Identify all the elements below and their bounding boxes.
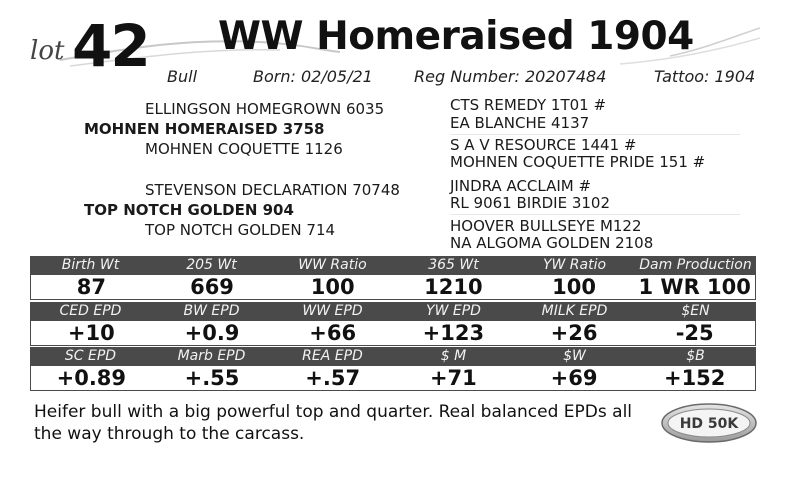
pedigree-sire-dam: MOHNEN COQUETTE 1126 xyxy=(145,140,343,158)
birth-date: Born: 02/05/21 xyxy=(253,67,373,86)
header-365-wt: 365 Wt xyxy=(428,257,479,273)
header-dam-production: Dam Production xyxy=(639,257,752,273)
header-bw-epd: BW EPD xyxy=(183,303,240,319)
header-yw-epd: YW EPD xyxy=(426,303,481,319)
pedigree-divider xyxy=(450,214,740,215)
value-en: -25 xyxy=(675,321,714,345)
pedigree-ds-sire: JINDRA ACCLAIM # xyxy=(450,177,592,195)
pedigree-dd-sire: HOOVER BULLSEYE M122 xyxy=(450,217,642,235)
performance-table xyxy=(30,256,756,300)
header-m: $ M xyxy=(440,348,467,364)
pedigree-dam-sire: STEVENSON DECLARATION 70748 xyxy=(145,181,400,199)
value-m: +71 xyxy=(429,366,477,390)
pedigree-dd-dam: NA ALGOMA GOLDEN 2108 xyxy=(450,234,654,252)
value-205-wt: 669 xyxy=(190,275,234,299)
value-w: +69 xyxy=(550,366,598,390)
value-365-wt: 1210 xyxy=(424,275,483,299)
value-dam-production: 1 WR 100 xyxy=(638,275,751,299)
sex-label: Bull xyxy=(167,67,198,86)
lot-description: Heifer bull with a big powerful top and quarter. Real balanced EPDs all the way through to the carcass. xyxy=(34,402,633,444)
header-en: $EN xyxy=(681,303,710,319)
header-sc-epd: SC EPD xyxy=(64,348,117,364)
pedigree-sire: MOHNEN HOMERAISED 3758 xyxy=(84,120,325,138)
pedigree-divider xyxy=(450,134,740,135)
header-ced-epd: CED EPD xyxy=(59,303,122,319)
header-ww-ratio: WW Ratio xyxy=(298,257,367,273)
epd2-header-row xyxy=(30,347,756,365)
value-rea-epd: +.57 xyxy=(305,366,361,390)
tattoo: Tattoo: 1904 xyxy=(654,67,756,86)
pedigree-dam: TOP NOTCH GOLDEN 904 xyxy=(84,201,294,219)
header-w: $W xyxy=(563,348,586,364)
header-yw-ratio: YW Ratio xyxy=(542,257,607,273)
epd-table-2 xyxy=(30,347,756,391)
pedigree-sd-sire: S A V RESOURCE 1441 # xyxy=(450,136,637,154)
value-b: +152 xyxy=(663,366,726,390)
value-milk-epd: +26 xyxy=(550,321,598,345)
value-sc-epd: +0.89 xyxy=(56,366,127,390)
header-205-wt: 205 Wt xyxy=(186,257,237,273)
header-marb-epd: Marb EPD xyxy=(177,348,246,364)
epd1-header-row xyxy=(30,302,756,320)
animal-name-title: WW Homeraised 1904 xyxy=(218,14,694,59)
header-birth-wt: Birth Wt xyxy=(61,257,120,273)
pedigree-sd-dam: MOHNEN COQUETTE PRIDE 151 # xyxy=(450,153,706,171)
header-rea-epd: REA EPD xyxy=(302,348,363,364)
header-milk-epd: MILK EPD xyxy=(541,303,608,319)
header-b: $B xyxy=(686,348,705,364)
lot-label: lot xyxy=(30,36,65,66)
pedigree-dam-dam: TOP NOTCH GOLDEN 714 xyxy=(145,221,336,239)
epd1-value-row xyxy=(30,320,756,346)
registration-number: Reg Number: 20207484 xyxy=(414,67,607,86)
badge-label: HD 50K xyxy=(679,416,739,432)
pedigree-ss-sire: CTS REMEDY 1T01 # xyxy=(450,96,607,114)
value-bw-epd: +0.9 xyxy=(184,321,240,345)
value-marb-epd: +.55 xyxy=(184,366,240,390)
value-yw-ratio: 100 xyxy=(552,275,596,299)
epd2-value-row xyxy=(30,365,756,391)
pedigree-ds-dam: RL 9061 BIRDIE 3102 xyxy=(450,194,611,212)
performance-value-row xyxy=(30,274,756,300)
value-ced-epd: +10 xyxy=(67,321,115,345)
value-ww-epd: +66 xyxy=(309,321,357,345)
value-ww-ratio: 100 xyxy=(310,275,355,299)
performance-header-row xyxy=(30,256,756,274)
lot-number: 42 xyxy=(72,12,149,80)
header-ww-epd: WW EPD xyxy=(302,303,363,319)
value-birth-wt: 87 xyxy=(76,275,106,299)
value-yw-epd: +123 xyxy=(422,321,485,345)
epd-table-1 xyxy=(30,302,756,346)
pedigree-sire-sire: ELLINGSON HOMEGROWN 6035 xyxy=(145,100,385,118)
pedigree-ss-dam: EA BLANCHE 4137 xyxy=(450,114,590,132)
hd50k-badge-icon xyxy=(660,402,758,444)
